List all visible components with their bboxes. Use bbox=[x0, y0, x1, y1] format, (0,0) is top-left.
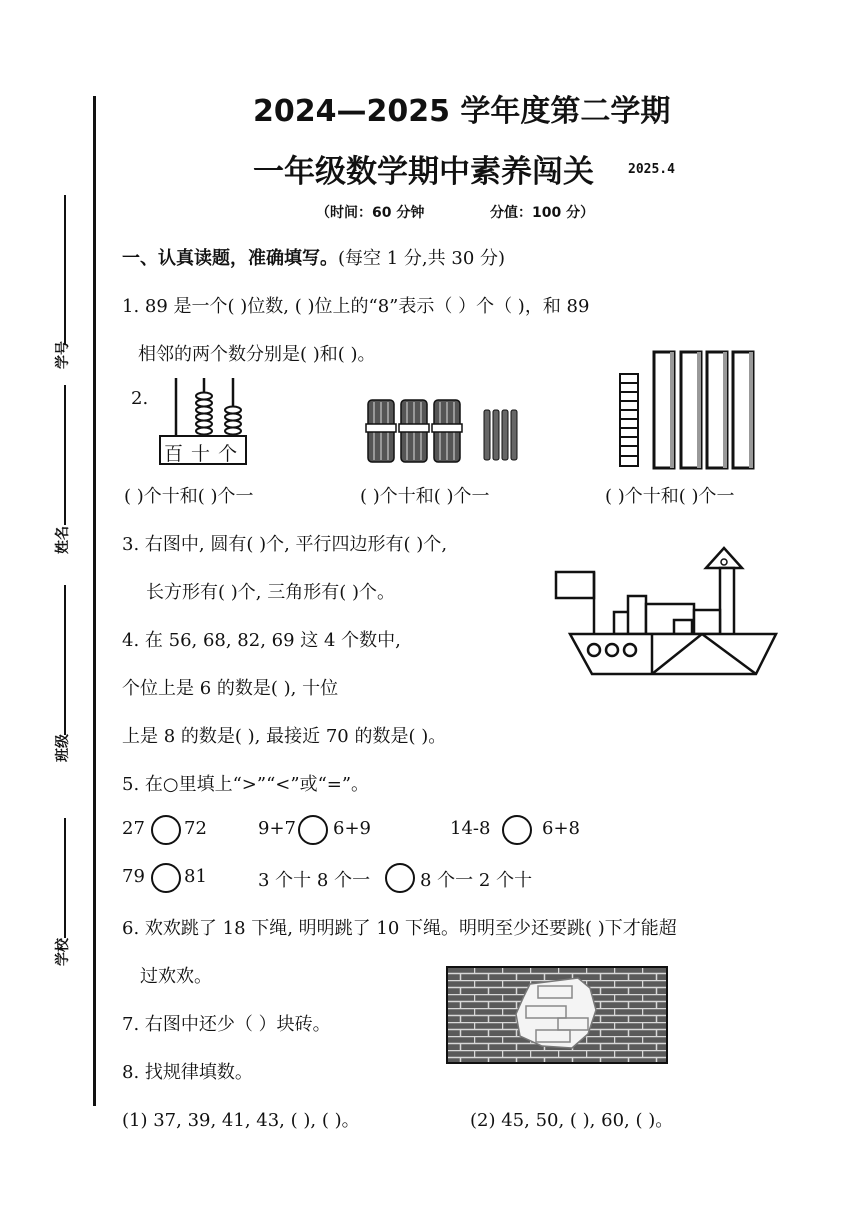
q5-r1b-left: 9+7 bbox=[258, 818, 296, 839]
compare-circle[interactable] bbox=[298, 815, 328, 845]
q3-line2: 长方形有( )个, 三角形有( )个。 bbox=[146, 582, 395, 603]
q2-answer-b: ( )个十和( )个一 bbox=[360, 486, 490, 507]
q5-r2b-right: 8 个一 2 个十 bbox=[420, 870, 533, 891]
q8-line1: 8. 找规律填数。 bbox=[122, 1062, 253, 1083]
brick-wall-figure bbox=[446, 966, 668, 1064]
q4-line1: 4. 在 56, 68, 82, 69 这 4 个数中, bbox=[122, 630, 401, 651]
q5-r1c-right: 6+8 bbox=[542, 818, 580, 839]
q5-r2a-right: 81 bbox=[184, 866, 207, 887]
stick-bundles-figure bbox=[364, 396, 532, 466]
page-title: 2024—2025 学年度第二学期 bbox=[253, 94, 671, 129]
ship-figure bbox=[552, 546, 776, 678]
q6-line2: 过欢欢。 bbox=[140, 966, 212, 987]
q4-line3: 上是 8 的数是( ), 最接近 70 的数是( )。 bbox=[122, 726, 447, 747]
q5-r2a-left: 79 bbox=[122, 866, 145, 887]
compare-circle[interactable] bbox=[385, 863, 415, 893]
compare-circle[interactable] bbox=[502, 815, 532, 845]
section-title: 一、认真读题，准确填写。 bbox=[122, 248, 338, 269]
q5-r1a-left: 27 bbox=[122, 818, 145, 839]
q5-r1c-left: 14-8 bbox=[450, 818, 491, 839]
name-label: 姓名 bbox=[55, 526, 71, 554]
base-ten-blocks-figure bbox=[618, 346, 758, 470]
q1-line2: 相邻的两个数分别是( )和( )。 bbox=[138, 344, 376, 365]
abacus-label: 百 十 个 bbox=[164, 443, 239, 465]
q2-answer-c: ( )个十和( )个一 bbox=[605, 486, 735, 507]
name-line bbox=[64, 385, 66, 525]
exam-score: 分值：100 分） bbox=[490, 205, 595, 221]
q2-answer-a: ( )个十和( )个一 bbox=[124, 486, 254, 507]
class-label: 班级 bbox=[55, 734, 71, 762]
binding-line bbox=[93, 96, 96, 1106]
q2-number: 2. bbox=[131, 388, 149, 409]
q8-part1: (1) 37, 39, 41, 43, ( ), ( )。 bbox=[122, 1110, 360, 1131]
compare-circle[interactable] bbox=[151, 863, 181, 893]
student-no-label: 学号 bbox=[55, 341, 71, 369]
q5-line1: 5. 在○里填上“>”“<”或“=”。 bbox=[122, 774, 370, 795]
q1-line1: 1. 89 是一个( )位数, ( )位上的“8”表示（ ）个（ )，和 89 bbox=[122, 296, 590, 317]
class-line bbox=[64, 585, 66, 735]
q5-r2b-left: 3 个十 8 个一 bbox=[258, 870, 371, 891]
section-heading bbox=[122, 244, 505, 270]
exam-date: 2025.4 bbox=[628, 162, 675, 177]
compare-circle[interactable] bbox=[151, 815, 181, 845]
exam-time: （时间：60 分钟 bbox=[316, 205, 425, 221]
student-no-line bbox=[64, 195, 66, 345]
q5-r1a-right: 72 bbox=[184, 818, 207, 839]
section-note: (每空 1 分,共 30 分) bbox=[338, 248, 506, 269]
q4-line2: 个位上是 6 的数是( ), 十位 bbox=[122, 678, 339, 699]
q3-line1: 3. 右图中, 圆有( )个, 平行四边形有( )个, bbox=[122, 534, 448, 555]
q7-line1: 7. 右图中还少（ ）块砖。 bbox=[122, 1014, 331, 1035]
page-subtitle: 一年级数学期中素养闯关 bbox=[253, 154, 594, 190]
school-line bbox=[64, 818, 66, 938]
q5-r1b-right: 6+9 bbox=[333, 818, 371, 839]
q8-part2: (2) 45, 50, ( ), 60, ( )。 bbox=[470, 1110, 674, 1131]
q6-line1: 6. 欢欢跳了 18 下绳, 明明跳了 10 下绳。明明至少还要跳( )下才能超 bbox=[122, 918, 677, 939]
school-label: 学校 bbox=[55, 938, 71, 966]
